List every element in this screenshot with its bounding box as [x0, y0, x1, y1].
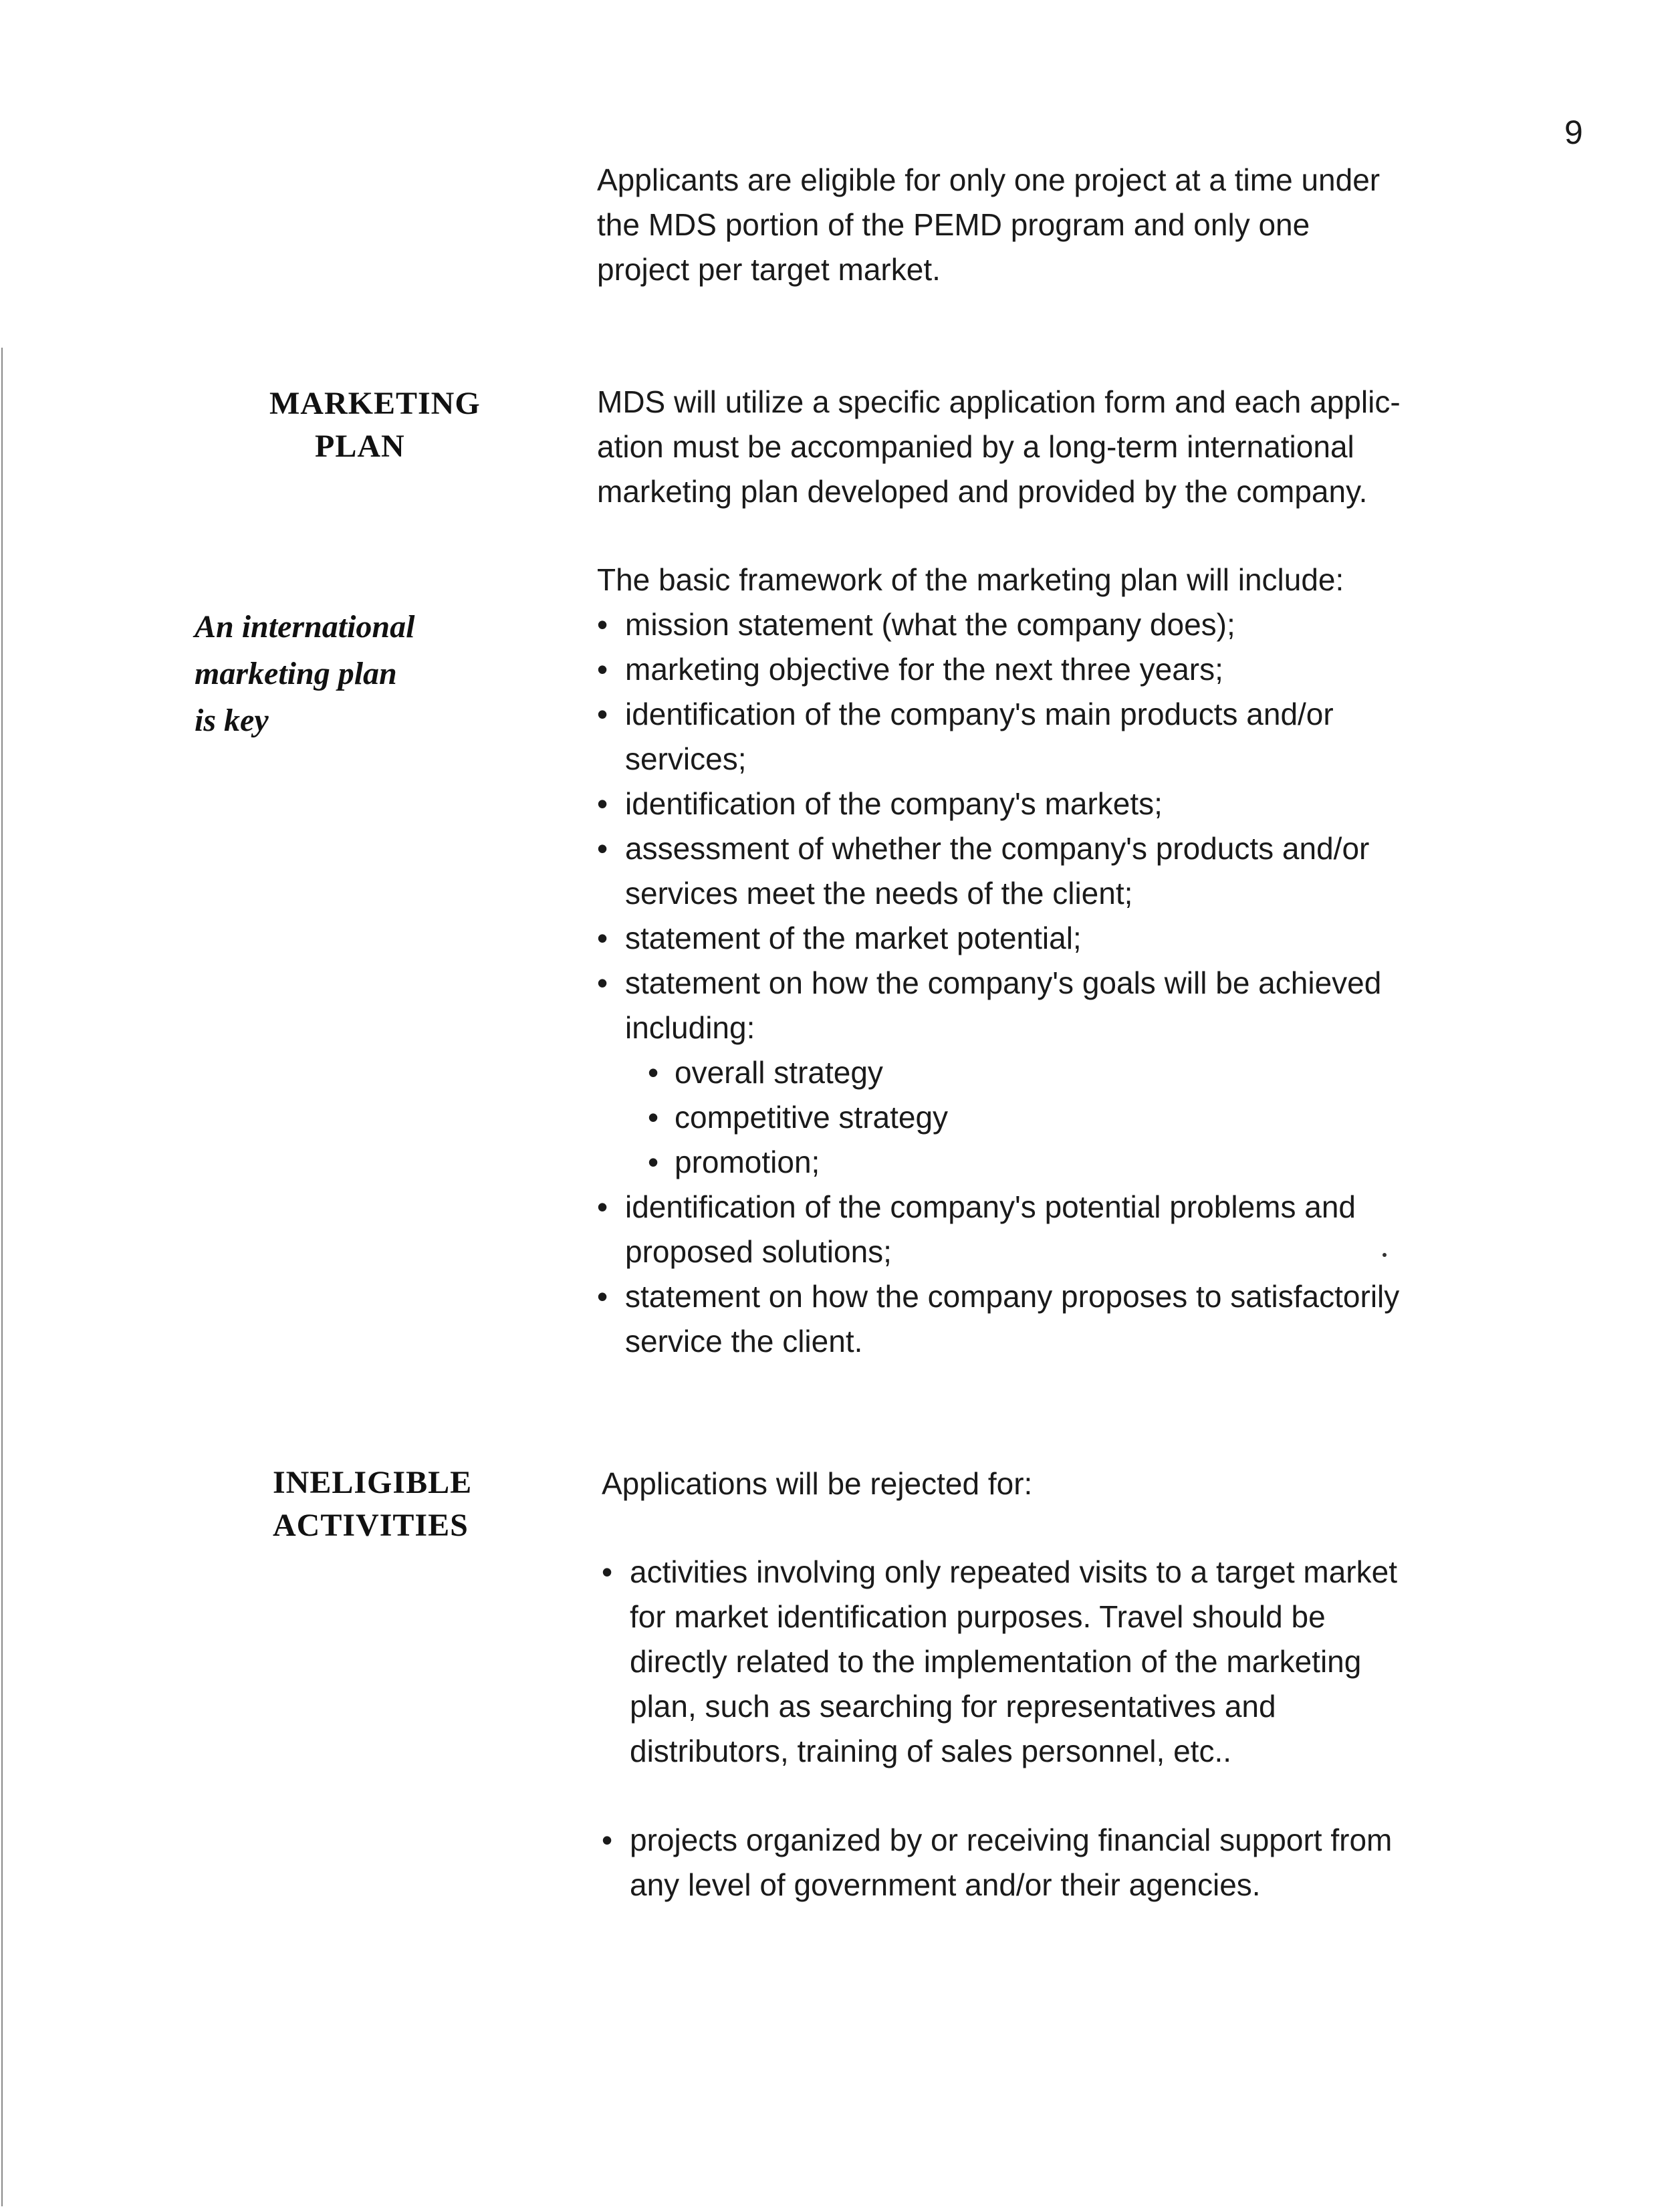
list-item: [597, 961, 1573, 1185]
list-item-line: any level of government and/or their agencies.: [630, 1867, 1261, 1902]
list-item-line: • identification of the company's main products and/or: [625, 697, 1334, 731]
list-item: [597, 916, 1573, 961]
list-item-line: service the client.: [625, 1324, 863, 1359]
side-note-line: An international: [195, 609, 415, 645]
list-item-line: • assessment of whether the company's products and/or: [625, 831, 1370, 866]
list-item-line: including:: [625, 1010, 755, 1045]
list-item-line: • identification of the company's markets;: [625, 786, 1163, 821]
list-item: [597, 826, 1573, 916]
list-item-line: • identification of the company's potential problems and: [625, 1189, 1356, 1224]
list-item: [597, 692, 1573, 782]
list-item-line: • statement of the market potential;: [625, 921, 1082, 955]
framework-section: [597, 558, 1573, 1364]
list-item-line: services;: [625, 741, 747, 776]
marketing-plan-heading: [269, 382, 481, 468]
list-item: [602, 1818, 1578, 1907]
list-item-line: • activities involving only repeated visits to a target market: [630, 1554, 1397, 1589]
sub-list: [625, 1050, 1573, 1185]
sub-list-item: • overall strategy: [648, 1050, 1573, 1095]
list-item-line: plan, such as searching for representatives and: [630, 1689, 1276, 1724]
intro-paragraph: [597, 158, 1560, 292]
list-item: [597, 1274, 1573, 1364]
list-item: [602, 1550, 1578, 1774]
heading-line: PLAN: [315, 429, 405, 464]
list-item: [597, 782, 1573, 826]
side-note-line: is key: [195, 703, 269, 738]
list-item: [597, 602, 1573, 647]
list-item-line: proposed solutions;: [625, 1234, 892, 1269]
sub-list-item: • competitive strategy: [648, 1095, 1573, 1140]
marketing-plan-paragraph: [597, 380, 1573, 514]
list-item-line: • marketing objective for the next three years;: [625, 652, 1223, 687]
list-item-line: • statement on how the company's goals will be achieved: [625, 965, 1382, 1000]
list-item-line: directly related to the implementation of the marketing: [630, 1644, 1362, 1679]
list-item-line: for market identification purposes. Travel should be: [630, 1599, 1326, 1634]
heading-line: ACTIVITIES: [273, 1508, 469, 1543]
intro-line: Applicants are eligible for only one project at a time under: [597, 162, 1381, 197]
ineligible-activities-heading: [273, 1462, 472, 1547]
list-item: [597, 1185, 1573, 1274]
heading-line: MARKETING: [269, 386, 481, 421]
framework-list: [597, 602, 1573, 1364]
paragraph-line: marketing plan developed and provided by the company.: [597, 474, 1368, 509]
paragraph-line: MDS will utilize a specific application form and each applic-: [597, 384, 1401, 419]
sub-list-item: • promotion;: [648, 1140, 1573, 1185]
scan-edge-line: [1, 348, 3, 2206]
list-item-line: • mission statement (what the company does);: [625, 607, 1235, 642]
page-number: 9: [1564, 114, 1583, 151]
rejected-list: [602, 1550, 1578, 1907]
list-item-line: services meet the needs of the client;: [625, 876, 1133, 911]
list-item-line: • statement on how the company proposes to satisfactorily: [625, 1279, 1400, 1314]
list-item-line: distributors, training of sales personnel, etc..: [630, 1734, 1232, 1768]
list-item: [597, 647, 1573, 692]
list-item-line: • projects organized by or receiving financial support from: [630, 1823, 1393, 1857]
intro-line: the MDS portion of the PEMD program and only one: [597, 207, 1310, 242]
framework-lead: The basic framework of the marketing plan will include:: [597, 562, 1344, 597]
rejected-lead: Applications will be rejected for:: [602, 1466, 1033, 1501]
stray-dot-mark: [1383, 1253, 1387, 1257]
paragraph-line: ation must be accompanied by a long-term international: [597, 429, 1354, 464]
side-note: [195, 604, 414, 744]
heading-line: INELIGIBLE: [273, 1465, 473, 1500]
intro-line: project per target market.: [597, 252, 941, 287]
side-note-line: marketing plan: [195, 656, 397, 691]
